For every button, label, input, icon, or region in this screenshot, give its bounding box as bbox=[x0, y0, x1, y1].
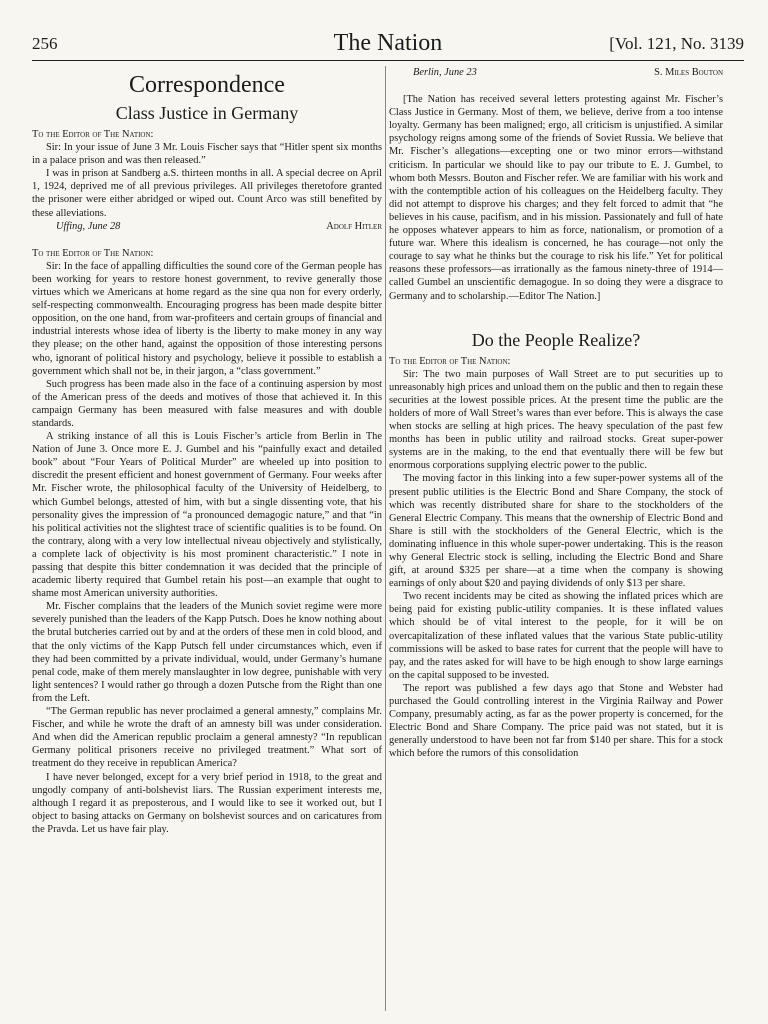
page-header bbox=[32, 32, 744, 61]
editor-note: [The Nation has received several letters protesting against Mr. Fischer’s Class Justice in Germany. Most of them, we believe, derive from a too intense loyalty. Germany has been maligned; ergo, all criticism is unjustified. A similar psychology reigns among some of the friends of Soviet Russia. We believe that Mr. Fischer’s allegations—excepting one or two minor errors—withstand criticism. In particular we should like to pay our tribute to E. J. Gumbel, to whom both Messrs. Bouton and Fischer refer. We are familiar with his work and with the contemptible action of his colleagues on the Heidelberg faculty. They did not attempt to disprove his charges; and they felt forced to admit that “he believes in his cause, pacifism, and in his mission. Passionately and full of hate he opposes whatever appears to him as force, nationalism, or promotion of a future war. Where this idealism is concerned, he has courage—not only the courage to say what he thinks but the courage to risk his life.” Yet for political reasons these professors—as irrationally as the famous ninety-three of 1914—called Gumbel an unscientific demagogue. In so doing they were a disgrace to Germany and to scholarship.—Editor The Nation.] bbox=[389, 94, 723, 302]
letter-signature: Adolf Hitler bbox=[326, 220, 382, 232]
paragraph: Such progress has been made also in the face of a continuing aspersion by most of the American press of the deeds and motives of those that achieved it. In this campaign Germany has been measured with false measures and with double standards. bbox=[32, 378, 382, 429]
paragraph: The report was published a few days ago that Stone and Webster had purchased the Gould controlling interest in the Virginia Railway and Power Company, presumably acting, as far as the power property is concerned, for the Electric Bond and Share Company. The price paid was not stated, but it is generally understood to have been not far from $140 per share. This for a stock which before the rumors of this consolidation bbox=[389, 682, 723, 760]
salutation: To the Editor of The Nation: bbox=[389, 355, 511, 367]
paragraph: I have never belonged, except for a very brief period in 1918, to the great and ungodly company of anti-bolshevist liars. The Russian experiment interests me, although I regard it as preposterous, and I would like to see it worked out, but I object to basing attacks on Germany on bolshevist sources and on caricatures from the Pravda. Let us have fair play. bbox=[32, 771, 382, 835]
paragraph: The moving factor in this linking into a few super-power systems all of the present public utilities is the Electric Bond and Share Company, the stock of which was recently distributed share for share to the stockholders of the General Electric Company. This means that the ownership of Electric Bond and Share is still with the stockholders of the General Electric, which is the dominating influence in this whole super-power undertaking. This is the reason why General Electric stock is selling, including the Electric Bond and Share gift, at around $325 per share—at a time when the company is showing earnings of only about $20 and paying dividends of only $13 per share. bbox=[389, 473, 723, 590]
signature-line bbox=[389, 66, 723, 79]
salutation: To the Editor of The Nation: bbox=[32, 247, 154, 259]
left-column bbox=[32, 66, 382, 1016]
letter-place-date: Uffing, June 28 bbox=[56, 220, 121, 232]
column-divider bbox=[385, 66, 386, 1011]
article-title-do-the-people-realize: Do the People Realize? bbox=[471, 329, 641, 350]
article-title-class-justice: Class Justice in Germany bbox=[115, 103, 299, 123]
page-number: 256 bbox=[32, 34, 58, 53]
section-title: Correspondence bbox=[129, 72, 285, 98]
salutation: To the Editor of The Nation: bbox=[32, 129, 154, 140]
paragraph: A striking instance of all this is Louis Fischer’s article from Berlin in The Nation of June 3. Once more E. J. Gumbel and his “painfully exact and detailed book” about “Four Years of Political Murder” are wheeled up into position to discredit the present efficient and honest government of Germany. Four weeks after Mr. Fischer wrote, the philosophical faculty of the University of Heidelberg, to which Gumbel belongs, attested of him, with but a single dissenting vote, that his personality gives the impression of “a pronounced demagogic nature,” and that “in his political activities not the slightest trace of scientific qualities is to be found. On the contrary, along with a very low intellectual niveau objectively and stylistically, a complete lack of objectivity is his most prominent characteristic.” I note in passing that despite this bitter condemnation it was decided that the principle of academic liberty required that Gumbel retain his post—an example that ought to shame most American university authorities. bbox=[32, 431, 382, 600]
paragraph: Sir: In the face of appalling difficulties the sound core of the German people has been working for years to restore honest government, to revive generally those virtues which we Americans at home regard as the sine qua non for every orderly, self-respecting commonwealth. Encouraging progress has been made despite bitter opposition, on the one hand, from war-profiteers and certain groups of financial and industrial interests whose idea of liberty is the liberty to make money in any way they please; on the other hand, against the opposition of those interesting persons who, ignorant of political history and psychology, believe it possible to establish a government which shall not be, in their jargon, a “class government.” bbox=[32, 260, 382, 377]
masthead: The Nation bbox=[333, 30, 443, 56]
signature-line bbox=[32, 220, 382, 233]
right-column bbox=[389, 66, 723, 1016]
letter-signature: S. Miles Bouton bbox=[654, 67, 723, 78]
paragraph: Mr. Fischer complains that the leaders of the Munich soviet regime were more severely punished than the leaders of the Kapp Putsch. Does he know nothing about the brutal butcheries carried out by and at the orders of these men in cold blood, and that the only victims of the Kapp Putsch fell under circumstances which, even if they had been committed by a private individual, would, under Germany’s humane penal code, make of them merely manslaughter in low degree, punishable with very light sentences? I would rather go through a dozen Putsche from the Right than one from the Left. bbox=[32, 601, 382, 704]
volume-issue: [Vol. 121, No. 3139 bbox=[609, 34, 744, 53]
paragraph: Sir: In your issue of June 3 Mr. Louis Fischer says that “Hitler spent six months in a palace prison and was then released.” bbox=[32, 142, 382, 167]
letter-place-date: Berlin, June 23 bbox=[413, 67, 477, 78]
paragraph: “The German republic has never proclaimed a general amnesty,” complains Mr. Fischer, and while he wrote the draft of an amnesty bill was under consideration. And when did the American republic proclaim a general amnesty? “In republican Germany political prisoners receive no privileged treatment.” What sort of treatment do they receive in republican America? bbox=[32, 706, 382, 770]
paragraph: I was in prison at Sandberg a.S. thirteen months in all. A special decree on April 1, 1924, deprived me of all previous privileges. All privileges theretofore granted the prisoner were either abridged or wiped out. Count Arco was still benefited by these alleviations. bbox=[32, 168, 382, 219]
paragraph: Two recent incidents may be cited as showing the inflated prices which are being paid for existing public-utility companies. It is these inflated values which should be of vital interest to the people, for it will be on overcapitalization of these inflated values that the various State public-utility commissions will be asked to base rates for current that the people will have to pay, and the rates asked for will have to be high enough to show large earnings on the capital supposed to be invested. bbox=[389, 591, 723, 681]
paragraph: Sir: The two main purposes of Wall Street are to put securities up to unreasonably high prices and unload them on the public and then to regain these securities at the lowest possible prices. At the present time the public are the holders of more of Wall Street’s wares than ever before. This is always the case when stocks are selling at high prices. The heavy speculation of the past few months has been in public utility and railroad stocks. Great super-power systems are in the making, to the end that eventually there will be few but enormous corporations supplying electric power to the public. bbox=[389, 368, 723, 472]
